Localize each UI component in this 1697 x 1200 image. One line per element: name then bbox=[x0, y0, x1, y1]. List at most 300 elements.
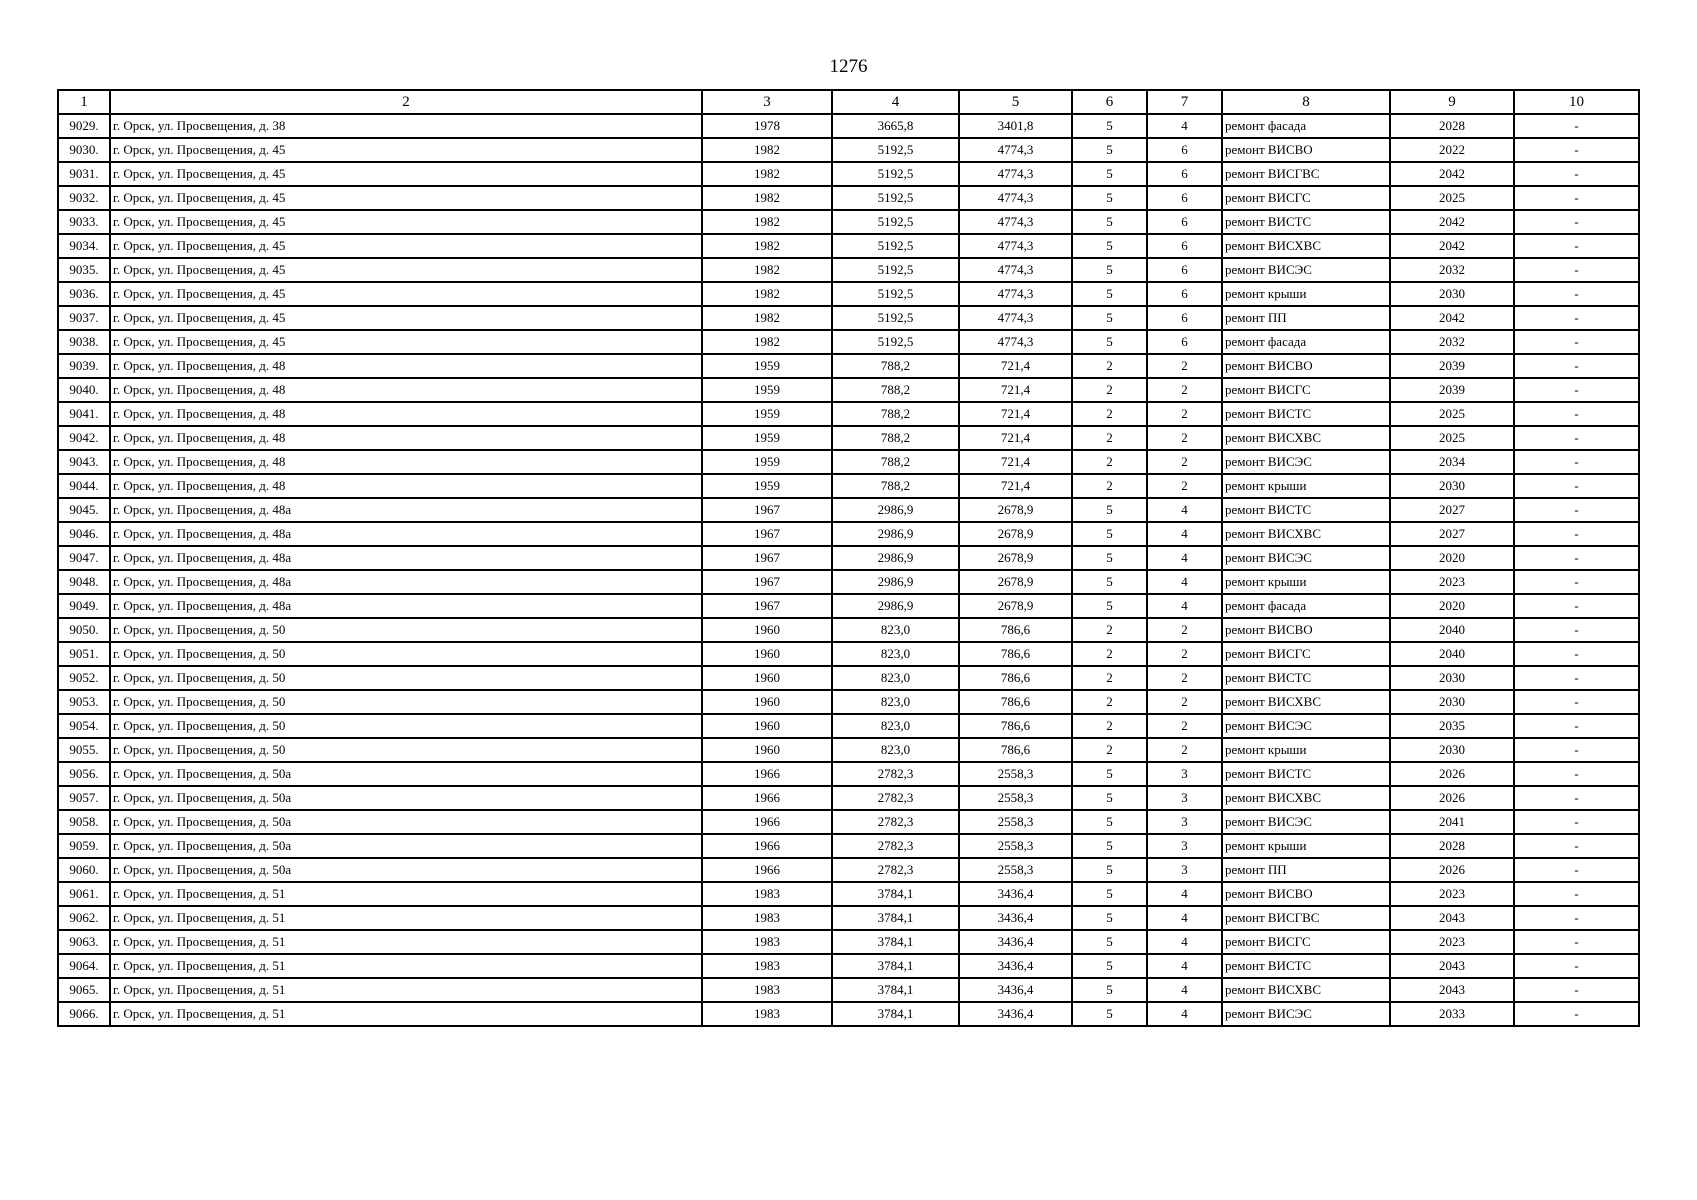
year-cell: 1960 bbox=[702, 666, 832, 690]
entrances-cell: 2 bbox=[1147, 378, 1222, 402]
total-area-cell: 823,0 bbox=[832, 714, 959, 738]
work-type-cell: ремонт ВИСТС bbox=[1222, 210, 1390, 234]
entrances-cell: 6 bbox=[1147, 138, 1222, 162]
year-cell: 1959 bbox=[702, 474, 832, 498]
living-area-cell: 3436,4 bbox=[959, 954, 1072, 978]
plan-year-cell: 2025 bbox=[1390, 426, 1514, 450]
living-area-cell: 4774,3 bbox=[959, 258, 1072, 282]
work-type-cell: ремонт ПП bbox=[1222, 306, 1390, 330]
work-type-cell: ремонт ВИСГС bbox=[1222, 930, 1390, 954]
column-header: 5 bbox=[959, 90, 1072, 114]
plan-year-cell: 2027 bbox=[1390, 522, 1514, 546]
entrances-cell: 3 bbox=[1147, 786, 1222, 810]
year-cell: 1983 bbox=[702, 930, 832, 954]
floors-cell: 5 bbox=[1072, 186, 1147, 210]
entrances-cell: 3 bbox=[1147, 762, 1222, 786]
note-cell: - bbox=[1514, 882, 1639, 906]
living-area-cell: 3436,4 bbox=[959, 906, 1072, 930]
entrances-cell: 4 bbox=[1147, 906, 1222, 930]
entrances-cell: 2 bbox=[1147, 666, 1222, 690]
note-cell: - bbox=[1514, 282, 1639, 306]
note-cell: - bbox=[1514, 618, 1639, 642]
row-number-cell: 9035. bbox=[58, 258, 110, 282]
note-cell: - bbox=[1514, 786, 1639, 810]
total-area-cell: 5192,5 bbox=[832, 138, 959, 162]
living-area-cell: 786,6 bbox=[959, 714, 1072, 738]
plan-year-cell: 2041 bbox=[1390, 810, 1514, 834]
year-cell: 1978 bbox=[702, 114, 832, 138]
floors-cell: 5 bbox=[1072, 978, 1147, 1002]
plan-year-cell: 2026 bbox=[1390, 858, 1514, 882]
year-cell: 1982 bbox=[702, 258, 832, 282]
year-cell: 1967 bbox=[702, 594, 832, 618]
note-cell: - bbox=[1514, 714, 1639, 738]
total-area-cell: 2986,9 bbox=[832, 570, 959, 594]
work-type-cell: ремонт ВИСТС bbox=[1222, 954, 1390, 978]
total-area-cell: 5192,5 bbox=[832, 210, 959, 234]
table-row bbox=[58, 330, 1639, 354]
floors-cell: 5 bbox=[1072, 306, 1147, 330]
year-cell: 1959 bbox=[702, 354, 832, 378]
plan-year-cell: 2022 bbox=[1390, 138, 1514, 162]
work-type-cell: ремонт ВИСВО bbox=[1222, 618, 1390, 642]
entrances-cell: 4 bbox=[1147, 954, 1222, 978]
row-number-cell: 9039. bbox=[58, 354, 110, 378]
note-cell: - bbox=[1514, 138, 1639, 162]
year-cell: 1983 bbox=[702, 978, 832, 1002]
living-area-cell: 721,4 bbox=[959, 402, 1072, 426]
plan-year-cell: 2025 bbox=[1390, 402, 1514, 426]
entrances-cell: 2 bbox=[1147, 738, 1222, 762]
year-cell: 1982 bbox=[702, 306, 832, 330]
address-cell: г. Орск, ул. Просвещения, д. 45 bbox=[110, 186, 702, 210]
row-number-cell: 9063. bbox=[58, 930, 110, 954]
address-cell: г. Орск, ул. Просвещения, д. 50а bbox=[110, 810, 702, 834]
address-cell: г. Орск, ул. Просвещения, д. 48 bbox=[110, 402, 702, 426]
table-row bbox=[58, 834, 1639, 858]
plan-year-cell: 2028 bbox=[1390, 834, 1514, 858]
floors-cell: 2 bbox=[1072, 690, 1147, 714]
work-type-cell: ремонт ВИСХВС bbox=[1222, 234, 1390, 258]
column-header: 6 bbox=[1072, 90, 1147, 114]
table-row bbox=[58, 402, 1639, 426]
note-cell: - bbox=[1514, 930, 1639, 954]
total-area-cell: 3784,1 bbox=[832, 954, 959, 978]
work-type-cell: ремонт ВИСЭС bbox=[1222, 714, 1390, 738]
row-number-cell: 9054. bbox=[58, 714, 110, 738]
table-row bbox=[58, 450, 1639, 474]
row-number-cell: 9033. bbox=[58, 210, 110, 234]
living-area-cell: 4774,3 bbox=[959, 210, 1072, 234]
work-type-cell: ремонт ВИСЭС bbox=[1222, 450, 1390, 474]
floors-cell: 5 bbox=[1072, 858, 1147, 882]
row-number-cell: 9060. bbox=[58, 858, 110, 882]
living-area-cell: 3436,4 bbox=[959, 882, 1072, 906]
column-header: 4 bbox=[832, 90, 959, 114]
entrances-cell: 2 bbox=[1147, 618, 1222, 642]
living-area-cell: 786,6 bbox=[959, 666, 1072, 690]
year-cell: 1982 bbox=[702, 330, 832, 354]
address-cell: г. Орск, ул. Просвещения, д. 51 bbox=[110, 978, 702, 1002]
living-area-cell: 2558,3 bbox=[959, 834, 1072, 858]
total-area-cell: 5192,5 bbox=[832, 186, 959, 210]
floors-cell: 5 bbox=[1072, 570, 1147, 594]
plan-year-cell: 2026 bbox=[1390, 786, 1514, 810]
table-row bbox=[58, 738, 1639, 762]
row-number-cell: 9066. bbox=[58, 1002, 110, 1026]
entrances-cell: 6 bbox=[1147, 258, 1222, 282]
floors-cell: 5 bbox=[1072, 810, 1147, 834]
work-type-cell: ремонт ВИСХВС bbox=[1222, 978, 1390, 1002]
note-cell: - bbox=[1514, 858, 1639, 882]
table-row bbox=[58, 1002, 1639, 1026]
work-type-cell: ремонт крыши bbox=[1222, 570, 1390, 594]
total-area-cell: 3784,1 bbox=[832, 930, 959, 954]
address-cell: г. Орск, ул. Просвещения, д. 38 bbox=[110, 114, 702, 138]
plan-year-cell: 2043 bbox=[1390, 978, 1514, 1002]
row-number-cell: 9046. bbox=[58, 522, 110, 546]
work-type-cell: ремонт ВИСХВС bbox=[1222, 426, 1390, 450]
table-row bbox=[58, 858, 1639, 882]
year-cell: 1959 bbox=[702, 450, 832, 474]
plan-year-cell: 2020 bbox=[1390, 546, 1514, 570]
living-area-cell: 2678,9 bbox=[959, 594, 1072, 618]
address-cell: г. Орск, ул. Просвещения, д. 48 bbox=[110, 450, 702, 474]
table-row bbox=[58, 138, 1639, 162]
work-type-cell: ремонт фасада bbox=[1222, 114, 1390, 138]
note-cell: - bbox=[1514, 954, 1639, 978]
year-cell: 1982 bbox=[702, 162, 832, 186]
total-area-cell: 5192,5 bbox=[832, 282, 959, 306]
address-cell: г. Орск, ул. Просвещения, д. 50а bbox=[110, 858, 702, 882]
floors-cell: 5 bbox=[1072, 330, 1147, 354]
table-row bbox=[58, 618, 1639, 642]
address-cell: г. Орск, ул. Просвещения, д. 48 bbox=[110, 354, 702, 378]
note-cell: - bbox=[1514, 186, 1639, 210]
row-number-cell: 9031. bbox=[58, 162, 110, 186]
plan-year-cell: 2030 bbox=[1390, 666, 1514, 690]
repair-schedule-table bbox=[57, 89, 1640, 1027]
table-header-row bbox=[58, 90, 1639, 114]
note-cell: - bbox=[1514, 546, 1639, 570]
floors-cell: 5 bbox=[1072, 282, 1147, 306]
address-cell: г. Орск, ул. Просвещения, д. 50 bbox=[110, 666, 702, 690]
column-header: 2 bbox=[110, 90, 702, 114]
note-cell: - bbox=[1514, 354, 1639, 378]
work-type-cell: ремонт ВИСЭС bbox=[1222, 258, 1390, 282]
work-type-cell: ремонт крыши bbox=[1222, 738, 1390, 762]
total-area-cell: 2782,3 bbox=[832, 858, 959, 882]
table-row bbox=[58, 378, 1639, 402]
living-area-cell: 3436,4 bbox=[959, 930, 1072, 954]
row-number-cell: 9052. bbox=[58, 666, 110, 690]
address-cell: г. Орск, ул. Просвещения, д. 51 bbox=[110, 906, 702, 930]
year-cell: 1966 bbox=[702, 786, 832, 810]
note-cell: - bbox=[1514, 234, 1639, 258]
plan-year-cell: 2023 bbox=[1390, 882, 1514, 906]
floors-cell: 5 bbox=[1072, 762, 1147, 786]
floors-cell: 5 bbox=[1072, 114, 1147, 138]
plan-year-cell: 2040 bbox=[1390, 642, 1514, 666]
entrances-cell: 3 bbox=[1147, 810, 1222, 834]
floors-cell: 2 bbox=[1072, 474, 1147, 498]
living-area-cell: 2558,3 bbox=[959, 858, 1072, 882]
table-row bbox=[58, 474, 1639, 498]
work-type-cell: ремонт ВИСТС bbox=[1222, 666, 1390, 690]
table-row bbox=[58, 906, 1639, 930]
work-type-cell: ремонт ВИСЭС bbox=[1222, 546, 1390, 570]
living-area-cell: 2558,3 bbox=[959, 762, 1072, 786]
address-cell: г. Орск, ул. Просвещения, д. 48 bbox=[110, 378, 702, 402]
entrances-cell: 4 bbox=[1147, 594, 1222, 618]
total-area-cell: 823,0 bbox=[832, 618, 959, 642]
note-cell: - bbox=[1514, 210, 1639, 234]
table-row bbox=[58, 546, 1639, 570]
floors-cell: 5 bbox=[1072, 138, 1147, 162]
work-type-cell: ремонт ВИСГВС bbox=[1222, 162, 1390, 186]
plan-year-cell: 2020 bbox=[1390, 594, 1514, 618]
total-area-cell: 2782,3 bbox=[832, 786, 959, 810]
work-type-cell: ремонт крыши bbox=[1222, 282, 1390, 306]
address-cell: г. Орск, ул. Просвещения, д. 45 bbox=[110, 282, 702, 306]
plan-year-cell: 2035 bbox=[1390, 714, 1514, 738]
address-cell: г. Орск, ул. Просвещения, д. 45 bbox=[110, 210, 702, 234]
address-cell: г. Орск, ул. Просвещения, д. 50а bbox=[110, 786, 702, 810]
note-cell: - bbox=[1514, 810, 1639, 834]
plan-year-cell: 2033 bbox=[1390, 1002, 1514, 1026]
row-number-cell: 9045. bbox=[58, 498, 110, 522]
table-row bbox=[58, 930, 1639, 954]
entrances-cell: 4 bbox=[1147, 522, 1222, 546]
plan-year-cell: 2043 bbox=[1390, 954, 1514, 978]
column-header: 10 bbox=[1514, 90, 1639, 114]
row-number-cell: 9055. bbox=[58, 738, 110, 762]
work-type-cell: ремонт ВИСХВС bbox=[1222, 786, 1390, 810]
note-cell: - bbox=[1514, 642, 1639, 666]
year-cell: 1983 bbox=[702, 906, 832, 930]
total-area-cell: 3784,1 bbox=[832, 882, 959, 906]
table-row bbox=[58, 570, 1639, 594]
row-number-cell: 9065. bbox=[58, 978, 110, 1002]
note-cell: - bbox=[1514, 906, 1639, 930]
entrances-cell: 6 bbox=[1147, 210, 1222, 234]
work-type-cell: ремонт фасада bbox=[1222, 330, 1390, 354]
table-row bbox=[58, 354, 1639, 378]
note-cell: - bbox=[1514, 978, 1639, 1002]
address-cell: г. Орск, ул. Просвещения, д. 50 bbox=[110, 642, 702, 666]
entrances-cell: 6 bbox=[1147, 186, 1222, 210]
year-cell: 1960 bbox=[702, 642, 832, 666]
entrances-cell: 6 bbox=[1147, 330, 1222, 354]
entrances-cell: 4 bbox=[1147, 114, 1222, 138]
floors-cell: 2 bbox=[1072, 354, 1147, 378]
year-cell: 1982 bbox=[702, 138, 832, 162]
floors-cell: 5 bbox=[1072, 546, 1147, 570]
row-number-cell: 9040. bbox=[58, 378, 110, 402]
total-area-cell: 788,2 bbox=[832, 378, 959, 402]
living-area-cell: 2558,3 bbox=[959, 786, 1072, 810]
floors-cell: 2 bbox=[1072, 666, 1147, 690]
table-row bbox=[58, 810, 1639, 834]
work-type-cell: ремонт крыши bbox=[1222, 834, 1390, 858]
table-row bbox=[58, 594, 1639, 618]
table-row bbox=[58, 306, 1639, 330]
plan-year-cell: 2030 bbox=[1390, 282, 1514, 306]
address-cell: г. Орск, ул. Просвещения, д. 51 bbox=[110, 954, 702, 978]
work-type-cell: ремонт ВИСЭС bbox=[1222, 1002, 1390, 1026]
work-type-cell: ремонт ВИСГВС bbox=[1222, 906, 1390, 930]
living-area-cell: 3401,8 bbox=[959, 114, 1072, 138]
entrances-cell: 4 bbox=[1147, 570, 1222, 594]
work-type-cell: ремонт фасада bbox=[1222, 594, 1390, 618]
year-cell: 1960 bbox=[702, 690, 832, 714]
floors-cell: 2 bbox=[1072, 642, 1147, 666]
table-row bbox=[58, 426, 1639, 450]
year-cell: 1959 bbox=[702, 402, 832, 426]
living-area-cell: 4774,3 bbox=[959, 234, 1072, 258]
work-type-cell: ремонт ВИСГС bbox=[1222, 378, 1390, 402]
total-area-cell: 788,2 bbox=[832, 450, 959, 474]
address-cell: г. Орск, ул. Просвещения, д. 45 bbox=[110, 138, 702, 162]
total-area-cell: 788,2 bbox=[832, 426, 959, 450]
floors-cell: 5 bbox=[1072, 498, 1147, 522]
total-area-cell: 5192,5 bbox=[832, 306, 959, 330]
address-cell: г. Орск, ул. Просвещения, д. 48а bbox=[110, 498, 702, 522]
year-cell: 1959 bbox=[702, 378, 832, 402]
address-cell: г. Орск, ул. Просвещения, д. 50а bbox=[110, 834, 702, 858]
row-number-cell: 9062. bbox=[58, 906, 110, 930]
row-number-cell: 9032. bbox=[58, 186, 110, 210]
total-area-cell: 5192,5 bbox=[832, 234, 959, 258]
table-row bbox=[58, 522, 1639, 546]
living-area-cell: 2678,9 bbox=[959, 546, 1072, 570]
floors-cell: 5 bbox=[1072, 786, 1147, 810]
floors-cell: 2 bbox=[1072, 378, 1147, 402]
plan-year-cell: 2042 bbox=[1390, 210, 1514, 234]
row-number-cell: 9036. bbox=[58, 282, 110, 306]
living-area-cell: 786,6 bbox=[959, 642, 1072, 666]
living-area-cell: 4774,3 bbox=[959, 330, 1072, 354]
address-cell: г. Орск, ул. Просвещения, д. 50 bbox=[110, 714, 702, 738]
work-type-cell: ремонт ВИСВО bbox=[1222, 138, 1390, 162]
floors-cell: 2 bbox=[1072, 618, 1147, 642]
living-area-cell: 721,4 bbox=[959, 378, 1072, 402]
table-row bbox=[58, 210, 1639, 234]
entrances-cell: 4 bbox=[1147, 498, 1222, 522]
table-row bbox=[58, 786, 1639, 810]
plan-year-cell: 2027 bbox=[1390, 498, 1514, 522]
note-cell: - bbox=[1514, 162, 1639, 186]
work-type-cell: ремонт ВИСГС bbox=[1222, 186, 1390, 210]
total-area-cell: 788,2 bbox=[832, 474, 959, 498]
note-cell: - bbox=[1514, 738, 1639, 762]
entrances-cell: 2 bbox=[1147, 714, 1222, 738]
column-header: 3 bbox=[702, 90, 832, 114]
entrances-cell: 2 bbox=[1147, 426, 1222, 450]
row-number-cell: 9061. bbox=[58, 882, 110, 906]
note-cell: - bbox=[1514, 690, 1639, 714]
table-row bbox=[58, 954, 1639, 978]
total-area-cell: 2986,9 bbox=[832, 546, 959, 570]
floors-cell: 2 bbox=[1072, 426, 1147, 450]
entrances-cell: 6 bbox=[1147, 306, 1222, 330]
work-type-cell: ремонт ВИСЭС bbox=[1222, 810, 1390, 834]
plan-year-cell: 2030 bbox=[1390, 474, 1514, 498]
entrances-cell: 4 bbox=[1147, 1002, 1222, 1026]
row-number-cell: 9043. bbox=[58, 450, 110, 474]
note-cell: - bbox=[1514, 330, 1639, 354]
page-number: 1276 bbox=[829, 56, 868, 77]
total-area-cell: 823,0 bbox=[832, 738, 959, 762]
floors-cell: 5 bbox=[1072, 882, 1147, 906]
row-number-cell: 9037. bbox=[58, 306, 110, 330]
table-row bbox=[58, 642, 1639, 666]
entrances-cell: 2 bbox=[1147, 402, 1222, 426]
plan-year-cell: 2023 bbox=[1390, 930, 1514, 954]
living-area-cell: 2678,9 bbox=[959, 570, 1072, 594]
table-row bbox=[58, 714, 1639, 738]
table-row bbox=[58, 282, 1639, 306]
floors-cell: 5 bbox=[1072, 522, 1147, 546]
row-number-cell: 9044. bbox=[58, 474, 110, 498]
address-cell: г. Орск, ул. Просвещения, д. 48 bbox=[110, 474, 702, 498]
living-area-cell: 786,6 bbox=[959, 618, 1072, 642]
row-number-cell: 9059. bbox=[58, 834, 110, 858]
row-number-cell: 9049. bbox=[58, 594, 110, 618]
total-area-cell: 5192,5 bbox=[832, 258, 959, 282]
year-cell: 1983 bbox=[702, 882, 832, 906]
living-area-cell: 721,4 bbox=[959, 354, 1072, 378]
work-type-cell: ремонт ВИСХВС bbox=[1222, 522, 1390, 546]
work-type-cell: ремонт ВИСВО bbox=[1222, 354, 1390, 378]
total-area-cell: 2986,9 bbox=[832, 522, 959, 546]
table-row bbox=[58, 114, 1639, 138]
total-area-cell: 788,2 bbox=[832, 402, 959, 426]
total-area-cell: 3784,1 bbox=[832, 978, 959, 1002]
plan-year-cell: 2040 bbox=[1390, 618, 1514, 642]
total-area-cell: 2986,9 bbox=[832, 498, 959, 522]
row-number-cell: 9048. bbox=[58, 570, 110, 594]
living-area-cell: 4774,3 bbox=[959, 306, 1072, 330]
row-number-cell: 9034. bbox=[58, 234, 110, 258]
address-cell: г. Орск, ул. Просвещения, д. 50а bbox=[110, 762, 702, 786]
work-type-cell: ремонт ВИСТС bbox=[1222, 498, 1390, 522]
year-cell: 1982 bbox=[702, 186, 832, 210]
entrances-cell: 4 bbox=[1147, 546, 1222, 570]
floors-cell: 5 bbox=[1072, 234, 1147, 258]
year-cell: 1966 bbox=[702, 762, 832, 786]
note-cell: - bbox=[1514, 426, 1639, 450]
total-area-cell: 3665,8 bbox=[832, 114, 959, 138]
living-area-cell: 3436,4 bbox=[959, 978, 1072, 1002]
plan-year-cell: 2026 bbox=[1390, 762, 1514, 786]
plan-year-cell: 2042 bbox=[1390, 234, 1514, 258]
note-cell: - bbox=[1514, 474, 1639, 498]
floors-cell: 5 bbox=[1072, 954, 1147, 978]
table-row bbox=[58, 498, 1639, 522]
address-cell: г. Орск, ул. Просвещения, д. 51 bbox=[110, 882, 702, 906]
address-cell: г. Орск, ул. Просвещения, д. 48а bbox=[110, 522, 702, 546]
total-area-cell: 823,0 bbox=[832, 642, 959, 666]
address-cell: г. Орск, ул. Просвещения, д. 48а bbox=[110, 594, 702, 618]
note-cell: - bbox=[1514, 498, 1639, 522]
address-cell: г. Орск, ул. Просвещения, д. 48а bbox=[110, 570, 702, 594]
floors-cell: 5 bbox=[1072, 834, 1147, 858]
year-cell: 1960 bbox=[702, 618, 832, 642]
living-area-cell: 2678,9 bbox=[959, 498, 1072, 522]
living-area-cell: 721,4 bbox=[959, 450, 1072, 474]
address-cell: г. Орск, ул. Просвещения, д. 45 bbox=[110, 330, 702, 354]
